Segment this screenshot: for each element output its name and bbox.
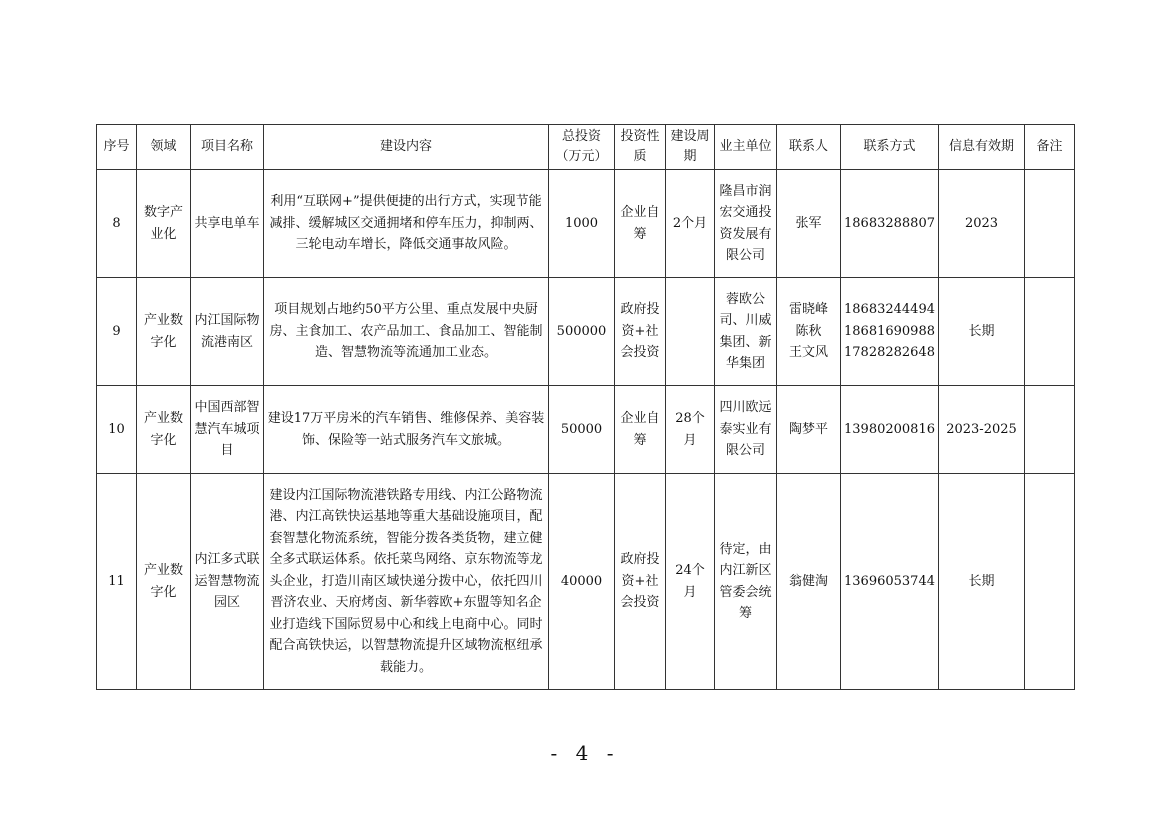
cell-investment: 1000 <box>549 170 615 278</box>
contact-phone: 17828282648 <box>844 345 935 361</box>
contact-name: 王文风 <box>788 345 828 361</box>
cell-period: 2个月 <box>666 170 715 278</box>
cell-valid: 2023-2025 <box>939 386 1025 474</box>
cell-phone: 13980200816 <box>841 386 939 474</box>
header-no: 序号 <box>97 125 137 170</box>
cell-remark <box>1025 474 1075 690</box>
cell-period <box>666 278 715 386</box>
header-remark: 备注 <box>1025 125 1075 170</box>
contact-phone: 18683244494 <box>844 302 935 318</box>
cell-period: 28个月 <box>666 386 715 474</box>
header-name: 项目名称 <box>191 125 264 170</box>
table-row <box>97 278 1075 386</box>
cell-contact: 陶梦平 <box>777 386 841 474</box>
cell-no: 8 <box>97 170 137 278</box>
header-phone: 联系方式 <box>841 125 939 170</box>
cell-field: 产业数字化 <box>137 474 191 690</box>
table-row <box>97 474 1075 690</box>
cell-nature: 企业自筹 <box>615 170 666 278</box>
cell-owner: 蓉欧公司、川威集团、新华集团 <box>715 278 777 386</box>
cell-investment: 500000 <box>549 278 615 386</box>
cell-name: 中国西部智慧汽车城项目 <box>191 386 264 474</box>
cell-investment: 40000 <box>549 474 615 690</box>
cell-name: 内江国际物流港南区 <box>191 278 264 386</box>
table-row <box>97 170 1075 278</box>
cell-field: 数字产业化 <box>137 170 191 278</box>
header-valid: 信息有效期 <box>939 125 1025 170</box>
header-content: 建设内容 <box>264 125 549 170</box>
cell-content: 建设内江国际物流港铁路专用线、内江公路物流港、内江高铁快运基地等重大基础设施项目，配套智慧化物流系统，智能分拨各类货物，建立健全多式联运体系。依托菜鸟网络、京东物流等龙头企业，打造川南区域快递分拨中心，依托四川晋济农业、天府烤卤、新华蓉欧+东盟等知名企业打造线下国际贸易中心和线上电商中心。同时配合高铁快运，以智慧物流提升区域物流枢纽承载能力。 <box>264 474 549 690</box>
cell-phone <box>841 278 939 386</box>
page-number: - 4 - <box>550 741 620 765</box>
cell-remark <box>1025 386 1075 474</box>
header-field: 领域 <box>137 125 191 170</box>
cell-nature: 政府投资+社会投资 <box>615 278 666 386</box>
cell-content: 项目规划占地约50平方公里、重点发展中央厨房、主食加工、农产品加工、食品加工、智能制造、智慧物流等流通加工业态。 <box>264 278 549 386</box>
cell-name: 内江多式联运智慧物流园区 <box>191 474 264 690</box>
contact-name: 雷晓峰 <box>788 302 828 318</box>
cell-owner: 隆昌市润宏交通投资发展有限公司 <box>715 170 777 278</box>
cell-contact: 张军 <box>777 170 841 278</box>
cell-phone: 13696053744 <box>841 474 939 690</box>
cell-valid: 长期 <box>939 278 1025 386</box>
cell-owner: 待定，由内江新区管委会统筹 <box>715 474 777 690</box>
cell-no: 11 <box>97 474 137 690</box>
cell-period: 24个月 <box>666 474 715 690</box>
header-investment: 总投资（万元） <box>549 125 615 170</box>
header-contact: 联系人 <box>777 125 841 170</box>
table-row <box>97 386 1075 474</box>
contact-name: 陈秋 <box>795 323 822 339</box>
cell-contact <box>777 278 841 386</box>
cell-remark <box>1025 278 1075 386</box>
cell-no: 9 <box>97 278 137 386</box>
project-table <box>96 124 1075 690</box>
header-owner: 业主单位 <box>715 125 777 170</box>
header-period: 建设周期 <box>666 125 715 170</box>
cell-field: 产业数字化 <box>137 278 191 386</box>
cell-remark <box>1025 170 1075 278</box>
cell-name: 共享电单车 <box>191 170 264 278</box>
table-header-row <box>97 125 1075 170</box>
cell-contact: 翁健淘 <box>777 474 841 690</box>
cell-owner: 四川欧远泰实业有限公司 <box>715 386 777 474</box>
cell-valid: 长期 <box>939 474 1025 690</box>
contact-phone: 18681690988 <box>844 323 935 339</box>
cell-nature: 政府投资+社会投资 <box>615 474 666 690</box>
cell-content: 利用“互联网+”提供便捷的出行方式，实现节能减排、缓解城区交通拥堵和停车压力，抑制两、三轮电动车增长，降低交通事故风险。 <box>264 170 549 278</box>
cell-investment: 50000 <box>549 386 615 474</box>
cell-valid: 2023 <box>939 170 1025 278</box>
header-nature: 投资性质 <box>615 125 666 170</box>
cell-nature: 企业自筹 <box>615 386 666 474</box>
cell-no: 10 <box>97 386 137 474</box>
cell-phone: 18683288807 <box>841 170 939 278</box>
cell-content: 建设17万平房米的汽车销售、维修保养、美容装饰、保险等一站式服务汽车文旅城。 <box>264 386 549 474</box>
cell-field: 产业数字化 <box>137 386 191 474</box>
